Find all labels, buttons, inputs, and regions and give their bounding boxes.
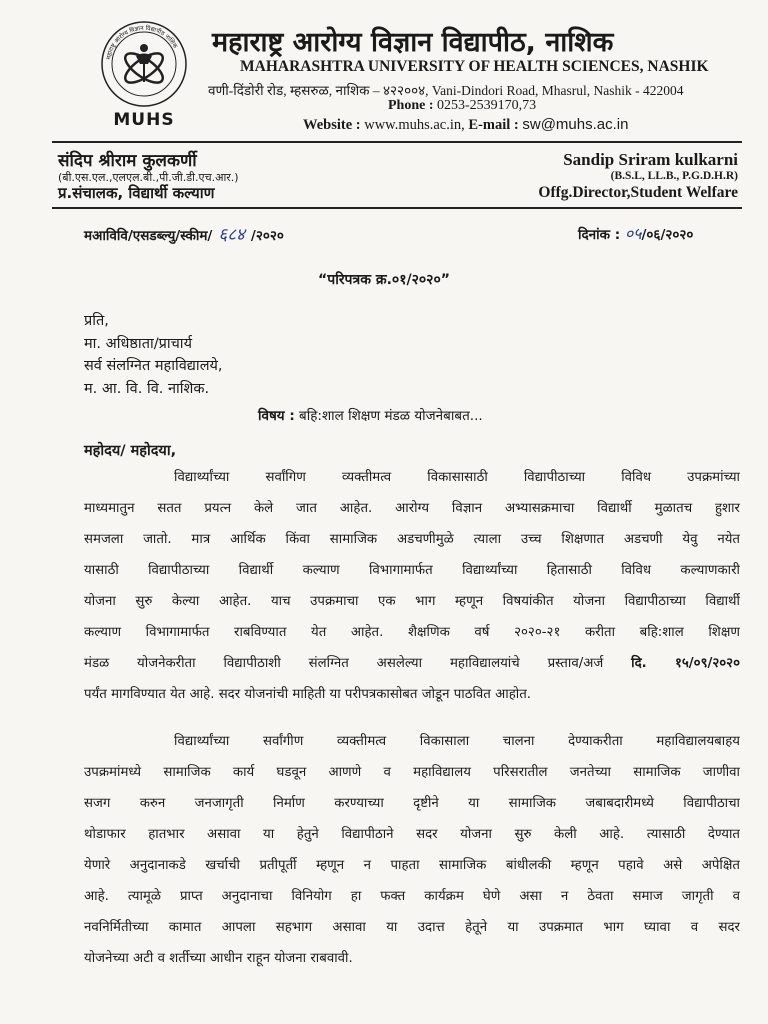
- phone-label: Phone :: [388, 98, 434, 113]
- paragraph-line-with-deadline: [84, 648, 740, 679]
- email-label: E-mail :: [468, 117, 519, 133]
- director-qualification-marathi: (बी.एस.एल.,एलएल.बी.,पी.जी.डी.एच.आर.): [58, 171, 239, 184]
- director-name-english: Sandip Sriram kulkarni: [563, 150, 738, 169]
- university-address: वणी-दिंडोरी रोड, म्हसरुळ, नाशिक – ४२२००४, Vani-Dindori Road, Mhasrul, Nashik - 422004: [208, 83, 684, 98]
- paragraph-line: विद्यार्थ्यांच्या सर्वांगीण व्यक्तीमत्व विकासाला चालना देण्याकरीता महाविद्यालयबाहय: [174, 734, 740, 749]
- paragraph-line: विद्यार्थ्यांच्या सर्वांगिण व्यक्तीमत्व विकासासाठी विद्यापीठाच्या विविध उपक्रमांच्या: [174, 470, 740, 485]
- paragraph-line: उपक्रमांमध्ये सामाजिक कार्य घडवून आणणे व महाविद्यालय परिसरातील जनतेच्या सामाजिक जाणीवा: [84, 765, 740, 780]
- paragraph-line-text: मंडळ योजनेकरीता विद्यापीठाशी संलग्नित असलेल्या महाविद्यालयांचे प्रस्ताव/अर्ज: [84, 656, 604, 671]
- reference-handwritten-number: ६८४: [218, 225, 245, 245]
- paragraph-line: सजग करुन जनजागृती निर्माण करण्याच्या दृष्टीने या सामाजिक जबाबदारीमध्ये विद्यापीठाचा: [84, 796, 740, 811]
- paragraph-1: [84, 462, 740, 710]
- university-name-marathi: महाराष्ट्र आरोग्य विज्ञान विद्यापीठ, नाशिक: [212, 27, 614, 58]
- muhs-logo: [96, 18, 192, 128]
- paragraph-line: यासाठी विद्यापीठाच्या विद्यार्थी कल्याण विभागामार्फत विद्यार्थ्यांच्या हितासाठी विविध कल्याणकारी: [84, 563, 740, 578]
- subject-line: [258, 406, 483, 424]
- paragraph-line: आहे. त्यामूळे प्राप्त अनुदानाचा विनियोग हा फक्त कार्यक्रम घेणे असा न ठेवता समाज जागृती व: [84, 889, 740, 904]
- university-name-english: MAHARASHTRA UNIVERSITY OF HEALTH SCIENCES, NASHIK: [240, 58, 709, 75]
- deadline-date: दि. १५/०९/२०२०: [631, 656, 740, 671]
- paragraph-line: कल्याण विभागामार्फत राबविण्यात येत आहेत. शैक्षणिक वर्ष २०२०-२१ करीता बहि:शाल शिक्षण: [84, 625, 740, 640]
- date-handwritten-day: ०५: [624, 224, 642, 243]
- addressee-block: [84, 310, 223, 400]
- paragraph-line: नवनिर्मितीच्या कामात आपला सहभाग असावा या उदात्त हेतूने या उपक्रमात भाग घ्यावा व सदर: [84, 920, 740, 935]
- paragraph-line: पर्यंत मागविण्यात येत आहे. सदर योजनांची माहिती या परीपत्रकासोबत जोडून पाठवित आहोत.: [84, 687, 532, 702]
- header-divider: [52, 141, 742, 143]
- director-qualification-english: (B.S.L, LL.B., P.G.D.H.R): [610, 170, 738, 182]
- date-label: दिनांक :: [578, 227, 621, 243]
- letter-date: [578, 222, 693, 244]
- date-rest: /०६/२०२०: [641, 227, 694, 243]
- paragraph-line: येणारे अनुदानाकडे खर्चाची प्रतीपूर्ती म्हणून न पाहता सामाजिक बांधीलकी म्हणून पहावे असे अपेक्षित: [84, 858, 740, 873]
- addressee-line: म. आ. वि. वि. नाशिक.: [84, 380, 210, 397]
- director-title-english: Offg.Director,Student Welfare: [538, 184, 738, 201]
- paragraph-2: [84, 726, 740, 974]
- paragraph-line: योजना सुरु केल्या आहेत. याच उपक्रमाचा एक भाग म्हणून विषयांकीत योजना विद्यापीठाच्या विद्यार्थी: [84, 594, 740, 609]
- reference-suffix: /२०२०: [250, 228, 284, 244]
- addressee-line: मा. अधिष्ठाता/प्राचार्य: [84, 335, 192, 352]
- reference-prefix: मआविवि/एसडब्ल्यु/स्कीम/: [84, 228, 213, 244]
- website-label: Website :: [303, 117, 361, 133]
- addressee-line: सर्व संलग्नित महाविद्यालये,: [84, 358, 223, 374]
- paragraph-line: समजला जातो. मात्र आर्थिक किंवा सामाजिक अडचणीमुळे त्याला उच्च शिक्षणात अडचणी येवु नयेत: [84, 532, 740, 547]
- logo-text: MUHS: [113, 110, 175, 130]
- contact-line: [303, 116, 628, 134]
- logo-ring-text: महाराष्ट्र आरोग्य विज्ञान विद्यापीठ नाशिक: [105, 24, 179, 61]
- subject-text: बहि:शाल शिक्षण मंडळ योजनेबाबत...: [299, 408, 483, 424]
- paragraph-line: माध्यमातुन सतत प्रयत्न केले जात आहेत. आरोग्य विज्ञान अभ्यासक्रमाचा विद्यार्थी मुळातच हुशार: [84, 501, 740, 516]
- website-value[interactable]: www.muhs.ac.in,: [364, 117, 465, 133]
- director-divider: [52, 207, 742, 209]
- salutation: महोदय/ महोदया,: [84, 443, 177, 459]
- paragraph-line: योजनेच्या अटी व शर्तीच्या आधीन राहून योजना राबवावी.: [84, 951, 353, 966]
- addressee-line: प्रति,: [84, 313, 109, 329]
- subject-label: विषय :: [258, 408, 295, 424]
- reference-number: [84, 222, 284, 245]
- circular-title: “परिपत्रक क्र.०१/२०२०”: [318, 272, 450, 288]
- email-value[interactable]: sw@muhs.ac.in: [522, 116, 629, 133]
- phone-value: 0253-2539170,73: [437, 98, 537, 113]
- paragraph-line: थोडाफार हातभार असावा या हेतुने विद्यापीठाने सदर योजना सुरु केली आहे. त्यासाठी देण्यात: [84, 827, 740, 842]
- director-name-marathi: संदिप श्रीराम कुलकर्णी: [58, 151, 197, 171]
- muhs-emblem-icon: [96, 18, 192, 114]
- director-title-marathi: प्र.संचालक, विद्यार्थी कल्याण: [58, 184, 215, 202]
- phone-line: [388, 98, 536, 114]
